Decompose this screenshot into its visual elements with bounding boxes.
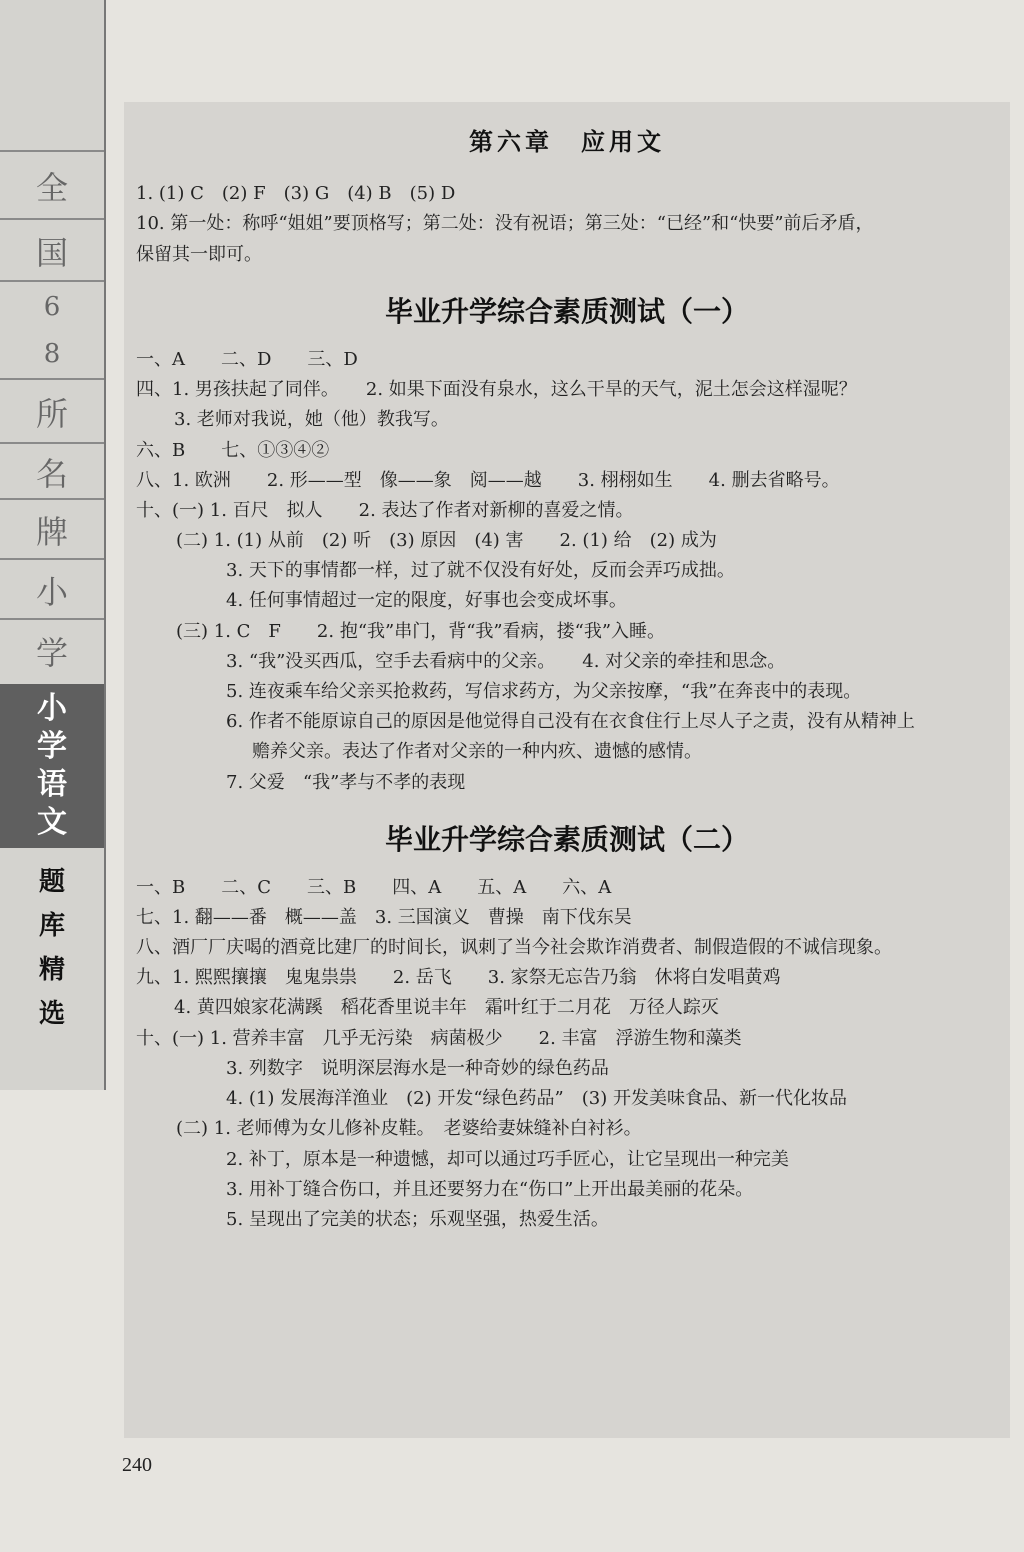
answer-line: 保留其一即可。 xyxy=(136,244,262,265)
answer-line: 一、A 二、D 三、D xyxy=(136,349,358,370)
sidebar-section-char: 题 xyxy=(38,867,65,897)
answer-line: 7. 父爱 “我”孝与不孝的表现 xyxy=(226,772,466,793)
answer-line: 3. 老师对我说，她（他）教我写。 xyxy=(174,409,449,430)
answer-line: 赡养父亲。表达了作者对父亲的一种内疚、遗憾的感情。 xyxy=(252,741,702,762)
test-title: 毕业升学综合素质测试（一） xyxy=(384,295,749,328)
answer-line: 3. “我”没买西瓜，空手去看病中的父亲。 4. 对父亲的牵挂和思念。 xyxy=(226,651,786,672)
sidebar-divider xyxy=(104,0,106,1090)
answer-line: 5. 连夜乘车给父亲买抢救药，写信求药方，为父亲按摩，“我”在奔丧中的表现。 xyxy=(226,681,862,702)
answer-line: 6. 作者不能原谅自己的原因是他觉得自己没有在衣食住行上尽人子之责，没有从精神上 xyxy=(226,711,915,732)
answer-line: 4. 黄四娘家花满蹊 稻花香里说丰年 霜叶红于二月花 万径人踪灭 xyxy=(174,997,719,1018)
sidebar-series-char: 牌 xyxy=(0,498,104,560)
sidebar-subject-char: 语 xyxy=(37,767,67,802)
sidebar-subject-block xyxy=(0,684,104,848)
answer-line: 六、B 七、①③④② xyxy=(136,440,330,461)
page-number: 240 xyxy=(122,1454,152,1476)
sidebar-section-block xyxy=(0,860,104,1040)
answer-line: (二) 1. 老师傅为女儿修补皮鞋。 老婆给妻妹缝补白衬衫。 xyxy=(176,1118,642,1139)
sidebar-series-char: 6 xyxy=(0,280,104,332)
answer-line: 七、1. 翻——番 概——盖 3. 三国演义 曹操 南下伐东吴 xyxy=(136,907,632,928)
sidebar-series-char: 小 xyxy=(0,558,104,620)
sidebar-series-char: 学 xyxy=(0,618,104,682)
answer-line: (三) 1. C F 2. 抱“我”串门，背“我”看病，搂“我”入睡。 xyxy=(176,621,666,642)
answer-line: 八、酒厂厂庆喝的酒竟比建厂的时间长，讽刺了当今社会欺诈消费者、制假造假的不诚信现象。 xyxy=(136,937,892,958)
sidebar-subject-char: 小 xyxy=(37,691,67,726)
answer-line: 四、1. 男孩扶起了同伴。 2. 如果下面没有泉水，这么干旱的天气，泥土怎会这样湿呢？ xyxy=(136,379,857,400)
test-title: 毕业升学综合素质测试（二） xyxy=(384,823,749,856)
chapter-title: 第六章 应用文 xyxy=(469,128,665,156)
answer-panel xyxy=(124,102,1010,1438)
answer-line: 4. 任何事情超过一定的限度，好事也会变成坏事。 xyxy=(226,590,627,611)
sidebar-section-char: 精 xyxy=(38,955,65,985)
answer-line: 3. 用补丁缝合伤口，并且还要努力在“伤口”上开出最美丽的花朵。 xyxy=(226,1179,754,1200)
sidebar-series-char: 名 xyxy=(0,442,104,500)
sidebar-section-char: 选 xyxy=(38,999,65,1029)
answer-line: 5. 呈现出了完美的状态；乐观坚强，热爱生活。 xyxy=(226,1209,609,1230)
answer-line: 十、(一) 1. 百尺 拟人 2. 表达了作者对新柳的喜爱之情。 xyxy=(136,500,634,521)
answer-line: 1. (1) C (2) F (3) G (4) B (5) D xyxy=(136,183,456,204)
answer-line: 十、(一) 1. 营养丰富 几乎无污染 病菌极少 2. 丰富 浮游生物和藻类 xyxy=(136,1028,742,1049)
sidebar-subject-char: 学 xyxy=(37,729,67,764)
answer-line: 10. 第一处：称呼“姐姐”要顶格写；第二处：没有祝语；第三处：“已经”和“快要”前后矛盾， xyxy=(136,213,874,234)
sidebar-series-char: 全 xyxy=(0,150,104,220)
sidebar-series-char: 所 xyxy=(0,378,104,444)
answer-line: 3. 天下的事情都一样，过了就不仅没有好处，反而会弄巧成拙。 xyxy=(226,560,735,581)
sidebar-subject-char: 文 xyxy=(37,805,67,840)
sidebar xyxy=(0,0,104,1090)
answer-line: 4. (1) 发展海洋渔业 (2) 开发“绿色药品” (3) 开发美味食品、新一代化妆品 xyxy=(226,1088,847,1109)
answer-line: 八、1. 欧洲 2. 形——型 像——象 阅——越 3. 栩栩如生 4. 删去省略号。 xyxy=(136,470,840,491)
sidebar-series-char: 8 xyxy=(43,339,61,369)
answer-line: 3. 列数字 说明深层海水是一种奇妙的绿色药品 xyxy=(226,1058,609,1079)
answer-line: 2. 补丁，原本是一种遗憾，却可以通过巧手匠心，让它呈现出一种完美 xyxy=(226,1149,789,1170)
answer-line: 一、B 二、C 三、B 四、A 五、A 六、A xyxy=(136,877,612,898)
answer-line: (二) 1. (1) 从前 (2) 听 (3) 原因 (4) 害 2. (1) 给 (2) 成为 xyxy=(176,530,717,551)
answer-line: 九、1. 熙熙攘攘 鬼鬼祟祟 2. 岳飞 3. 家祭无忘告乃翁 休将白发唱黄鸡 xyxy=(136,967,781,988)
sidebar-series-char: 国 xyxy=(0,218,104,282)
sidebar-section-char: 库 xyxy=(38,911,65,941)
